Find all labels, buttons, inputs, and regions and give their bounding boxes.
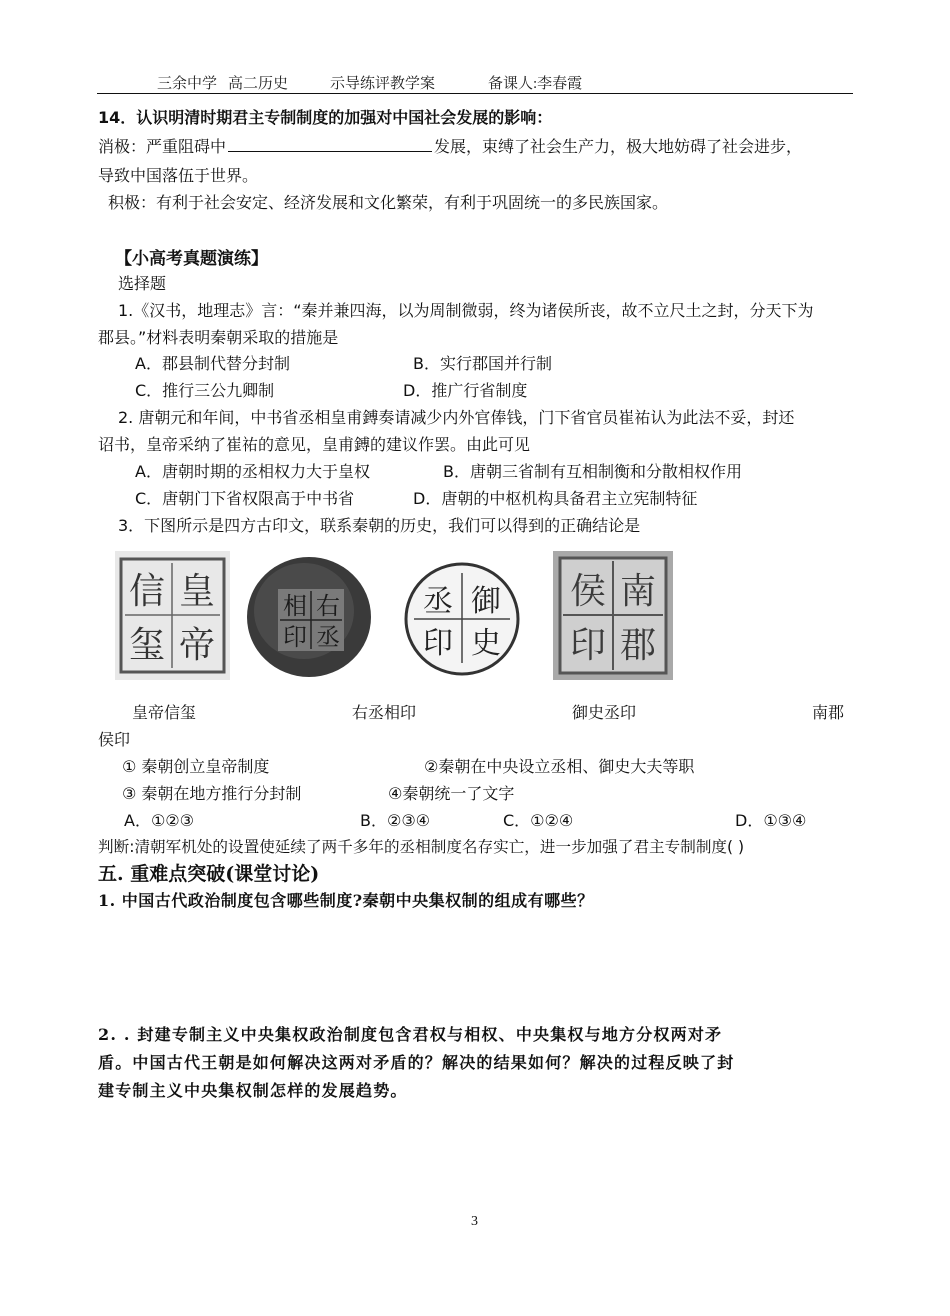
header-plan: 示导练评教学案: [330, 76, 436, 92]
q2-option-b: B．唐朝三省制有互相制衡和分散相权作用: [443, 462, 742, 481]
header-school: 三余中学: [157, 76, 218, 92]
header-subject: 高二历史: [228, 76, 289, 92]
section5-q1: 1. 中国古代政治制度包含哪些制度?秦朝中央集权制的组成有哪些？: [98, 891, 594, 910]
header-rule: [97, 93, 853, 94]
section5-heading: 五. 重难点突破(课堂讨论): [98, 863, 320, 885]
q3-option-b: B．②③④: [360, 811, 431, 830]
section5-q2-line3: 建专制主义中央集权制怎样的发展趋势。: [98, 1081, 408, 1100]
item14-positive: 积极：有利于社会安定、经济发展和文化繁荣，有利于巩固统一的多民族国家。: [108, 193, 669, 212]
q3-line1: 3．下图所示是四方古印文，联系秦朝的历史，我们可以得到的正确结论是: [118, 516, 641, 535]
practice-subheading: 选择题: [118, 274, 167, 293]
item14-negative-suffix: 发展，束缚了社会生产力，极大地妨碍了社会进步，: [434, 137, 803, 156]
q3-statement-1: ① 秦朝创立皇帝制度: [122, 757, 270, 776]
q2-option-d: D．唐朝的中枢机构具备君主立宪制特征: [413, 489, 698, 508]
seal-image-1: [115, 551, 230, 680]
svg-text:印: 印: [423, 626, 453, 661]
item14-negative-line2: 导致中国落伍于世界。: [98, 166, 259, 185]
section5-q2-line1: 2. . 封建专制主义中央集权政治制度包含君权与相权、中央集权与地方分权两对矛: [98, 1025, 723, 1044]
q3-statement-4: ④秦朝统一了文字: [388, 784, 515, 803]
q1-option-b: B．实行郡国并行制: [413, 354, 552, 373]
q1-option-a: A．郡县制代替分封制: [135, 354, 290, 373]
svg-text:皇: 皇: [178, 571, 216, 612]
q2-line2: 诏书，皇帝采纳了崔祐的意见，皇甫鎛的建议作罢。由此可见: [98, 435, 531, 454]
q1-option-d: D．推广行省制度: [403, 381, 528, 400]
q2-line1: 2. 唐朝元和年间，中书省丞相皇甫鎛奏请减少内外官俸钱，门下省官员崔祐认为此法不妥，封还: [118, 408, 795, 427]
practice-heading: 【小高考真题演练】: [115, 249, 268, 269]
q3-statement-2: ②秦朝在中央设立丞相、御史大夫等职: [424, 757, 695, 776]
seal-caption-4-wrap: 侯印: [98, 730, 131, 749]
seal-image-4: [553, 551, 673, 680]
svg-text:相: 相: [283, 592, 307, 620]
q1-line1: 1.《汉书，地理志》言：“秦并兼四海，以为周制微弱，终为诸侯所丧，故不立尺土之封，分天下为: [118, 301, 814, 320]
item14-negative-prefix: 消极：严重阻碍中: [98, 137, 227, 156]
seal-caption-1: 皇帝信玺: [132, 703, 197, 722]
q2-option-a: A．唐朝时期的丞相权力大于皇权: [135, 462, 370, 481]
svg-text:郡: 郡: [619, 625, 657, 666]
svg-text:印: 印: [283, 623, 307, 651]
q3-option-a: A．①②③: [124, 811, 194, 830]
item14-negative: [98, 134, 802, 157]
seal-caption-3: 御史丞印: [572, 703, 637, 722]
seal-image-3: [400, 551, 525, 680]
fill-blank[interactable]: [228, 135, 432, 152]
svg-text:印: 印: [569, 625, 607, 666]
seal-image-2: [244, 551, 374, 680]
seal-caption-2: 右丞相印: [352, 703, 417, 722]
header-preparer: 备课人:李春霞: [488, 76, 583, 92]
svg-text:丞: 丞: [423, 584, 453, 619]
q3-option-c: C．①②④: [503, 811, 574, 830]
q2-option-c: C．唐朝门下省权限高于中书省: [135, 489, 355, 508]
svg-text:南: 南: [619, 571, 657, 612]
item14-title: 14．认识明清时期君主专制制度的加强对中国社会发展的影响：: [98, 108, 553, 127]
svg-text:玺: 玺: [128, 625, 166, 666]
judgement-question: 判断:清朝军机处的设置使延续了两千多年的丞相制度名存实亡，进一步加强了君主专制制度( ): [98, 838, 745, 856]
svg-text:丞: 丞: [316, 623, 340, 651]
page-number: 3: [471, 1214, 478, 1229]
q3-statement-3: ③ 秦朝在地方推行分封制: [122, 784, 302, 803]
svg-text:侯: 侯: [569, 571, 607, 612]
section5-q2-line2: 盾。中国古代王朝是如何解决这两对矛盾的？解决的结果如何？解决的过程反映了封: [98, 1053, 735, 1072]
svg-text:帝: 帝: [178, 625, 216, 666]
svg-text:右: 右: [316, 592, 340, 620]
q1-option-c: C．推行三公九卿制: [135, 381, 275, 400]
q3-option-d: D．①③④: [735, 811, 807, 830]
svg-text:御: 御: [471, 584, 501, 619]
svg-text:信: 信: [128, 571, 166, 612]
svg-text:史: 史: [471, 626, 501, 661]
seal-caption-4: 南郡: [812, 703, 845, 722]
q1-line2: 郡县。”材料表明秦朝采取的措施是: [98, 328, 339, 347]
